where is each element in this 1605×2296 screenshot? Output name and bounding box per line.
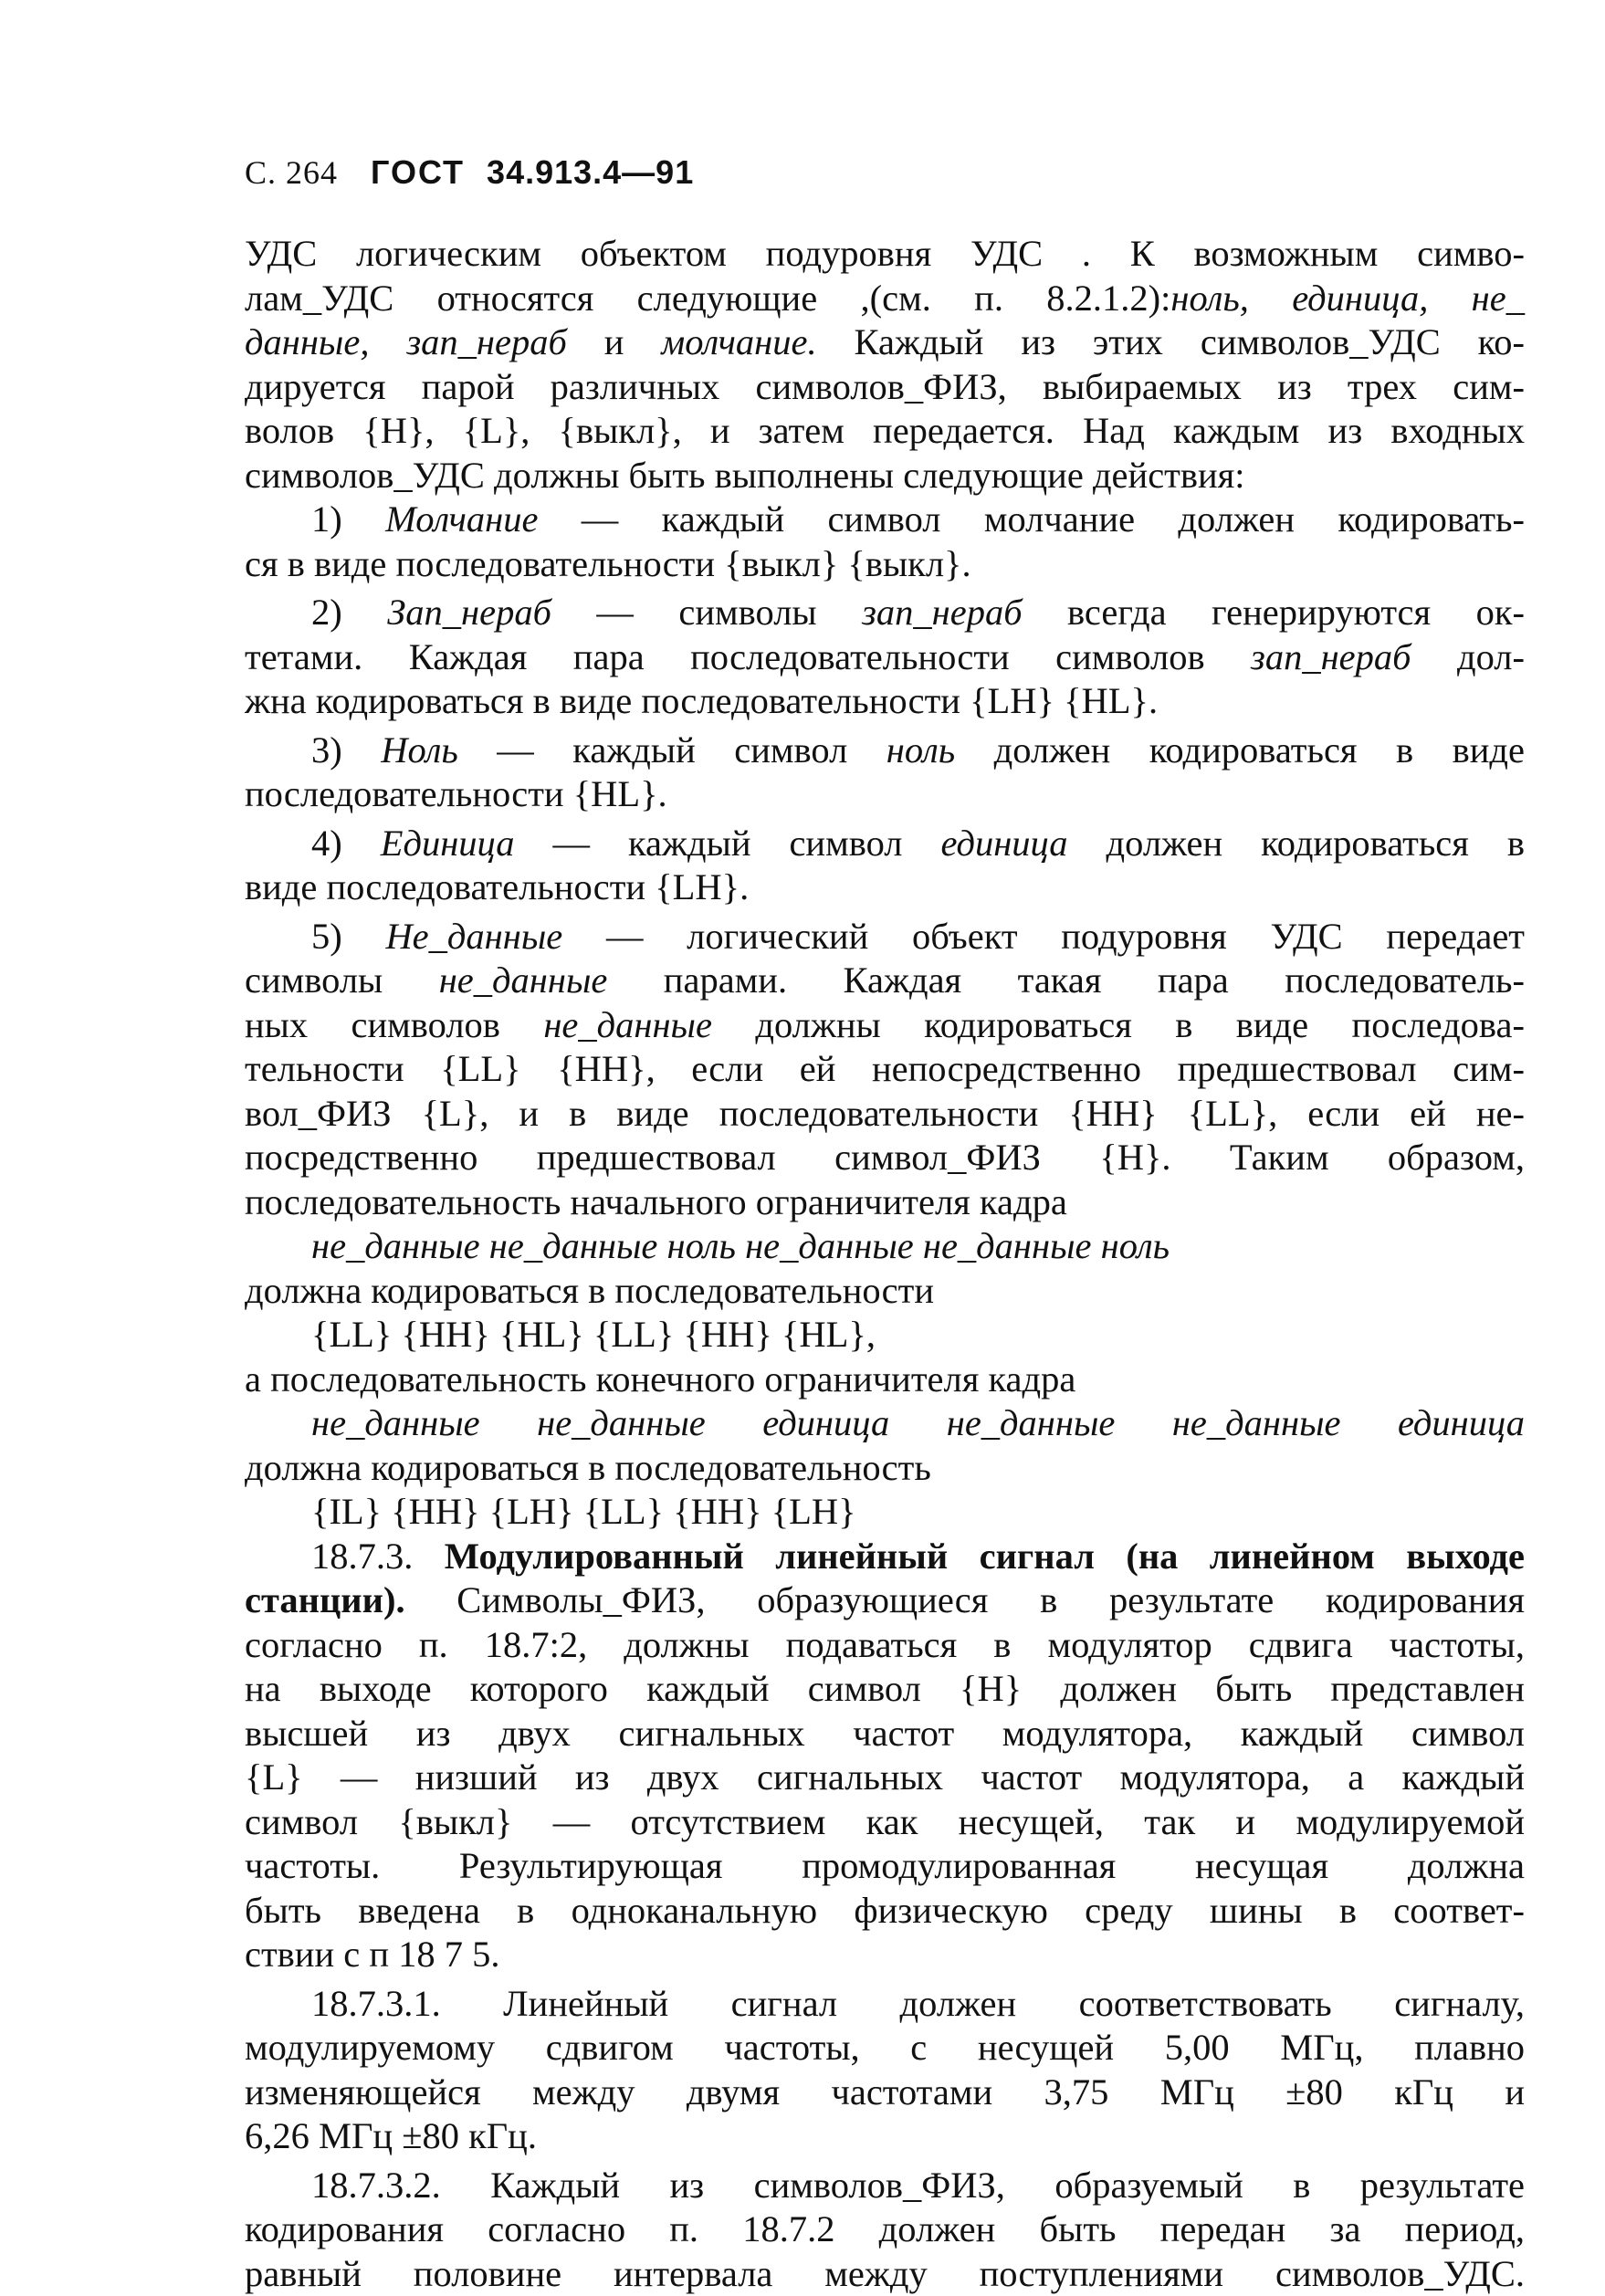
text-line: согласно п. 18.7:2, должны подаваться в модулятор сдвига частоты, bbox=[245, 1623, 1525, 1668]
text-line: тельности {LL} {HH}, если ей непосредственно предшествовал сим- bbox=[245, 1047, 1525, 1092]
list-item-1: 1) Молчание — каждый символ молчание должен кодировать- bbox=[245, 498, 1525, 542]
text-line: 6,26 МГц ±80 кГц. bbox=[245, 2114, 1525, 2159]
standard-label: ГОСТ bbox=[371, 153, 465, 191]
end-delimiter-code: {IL} {HH} {LH} {LL} {HH} {LH} bbox=[245, 1490, 1525, 1535]
page-header bbox=[245, 153, 694, 192]
list-item-5: 5) Не_данные — логический объект подуровня УДС передает bbox=[245, 915, 1525, 959]
text-line: быть введена в одноканальную физическую среду шины в соответ- bbox=[245, 1889, 1525, 1934]
text-line: изменяющейся между двумя частотами 3,75 МГц ±80 кГц и bbox=[245, 2071, 1525, 2115]
text-line: жна кодироваться в виде последовательности {LH} {HL}. bbox=[245, 679, 1525, 724]
text-line: вол_ФИЗ {L}, и в виде последовательности {HH} {LL}, если ей не- bbox=[245, 1092, 1525, 1137]
text-line: посредственно предшествовал символ_ФИЗ {H}. Таким образом, bbox=[245, 1136, 1525, 1180]
text-line: ствии с п 18 7 5. bbox=[245, 1933, 1525, 1977]
section-18-7-3-heading: 18.7.3. Модулированный линейный сигнал (на линейном выходе bbox=[245, 1535, 1525, 1579]
text-line: на выходе которого каждый символ {H} должен быть представлен bbox=[245, 1667, 1525, 1712]
text-line: кодирования согласно п. 18.7.2 должен быть передан за период, bbox=[245, 2207, 1525, 2252]
text-line: символ {выкл} — отсутствием как несущей, так и модулируемой bbox=[245, 1800, 1525, 1845]
text-line: УДС логическим объектом подуровня УДС . К возможным симво- bbox=[245, 232, 1525, 277]
list-item-3: 3) Ноль — каждый символ ноль должен кодироваться в виде bbox=[245, 729, 1525, 773]
text-line: станции). Символы_ФИЗ, образующиеся в результате кодирования bbox=[245, 1578, 1525, 1623]
list-item-4: 4) Единица — каждый символ единица должен кодироваться в bbox=[245, 822, 1525, 866]
text-line: данные, зап_нераб и молчание. Каждый из этих символов_УДС ко- bbox=[245, 320, 1525, 365]
section-18-7-3-2: 18.7.3.2. Каждый из символов_ФИЗ, образуемый в результате bbox=[245, 2164, 1525, 2208]
text-line: должна кодироваться в последовательность bbox=[245, 1446, 1525, 1491]
text-line: должна кодироваться в последовательности bbox=[245, 1269, 1525, 1314]
start-delimiter-sequence: не_данные не_данные ноль не_данные не_данные ноль bbox=[245, 1224, 1525, 1269]
text-line: последовательность начального ограничителя кадра bbox=[245, 1180, 1525, 1225]
text-line: ся в виде последовательности {выкл} {выкл}. bbox=[245, 542, 1525, 587]
text-line: символов_УДС должны быть выполнены следующие действия: bbox=[245, 454, 1525, 498]
text-line: тетами. Каждая пара последовательности символов зап_нераб дол- bbox=[245, 635, 1525, 680]
text-line: дируется парой различных символов_ФИЗ, выбираемых из трех сим- bbox=[245, 365, 1525, 410]
text-line: ных символов не_данные должны кодироваться в виде последова- bbox=[245, 1003, 1525, 1048]
standard-number: 34.913.4—91 bbox=[487, 153, 694, 191]
page-number: С. 264 bbox=[245, 154, 338, 191]
text-line: высшей из двух сигнальных частот модулятора, каждый символ bbox=[245, 1712, 1525, 1756]
text-line: частоты. Результирующая промодулированная несущая должна bbox=[245, 1844, 1525, 1889]
text-line: равный половине интервала между поступлениями символов_УДС. bbox=[245, 2252, 1525, 2296]
list-item-2: 2) Зап_нераб — символы зап_нераб всегда генерируются ок- bbox=[245, 591, 1525, 635]
text-line: волов {H}, {L}, {выкл}, и затем передается. Над каждым из входных bbox=[245, 409, 1525, 454]
start-delimiter-code: {LL} {HH} {HL} {LL} {HH} {HL}, bbox=[245, 1313, 1525, 1358]
text-line: а последовательность конечного ограничителя кадра bbox=[245, 1358, 1525, 1402]
text-line: модулируемому сдвигом частоты, с несущей 5,00 МГц, плавно bbox=[245, 2026, 1525, 2071]
text-line: лам_УДС относятся следующие ,(см. п. 8.2.1.2):ноль, единица, не_ bbox=[245, 277, 1525, 321]
text-line: виде последовательности {LH}. bbox=[245, 865, 1525, 910]
end-delimiter-sequence: не_данные не_данные единица не_данные не_данные единица bbox=[245, 1401, 1525, 1446]
text-line: последовательности {HL}. bbox=[245, 772, 1525, 817]
text-line: символы не_данные парами. Каждая такая пара последователь- bbox=[245, 959, 1525, 1003]
section-18-7-3-1: 18.7.3.1. Линейный сигнал должен соответствовать сигналу, bbox=[245, 1982, 1525, 2027]
text-line: {L} — низший из двух сигнальных частот модулятора, а каждый bbox=[245, 1756, 1525, 1800]
document-body bbox=[245, 232, 1525, 2296]
